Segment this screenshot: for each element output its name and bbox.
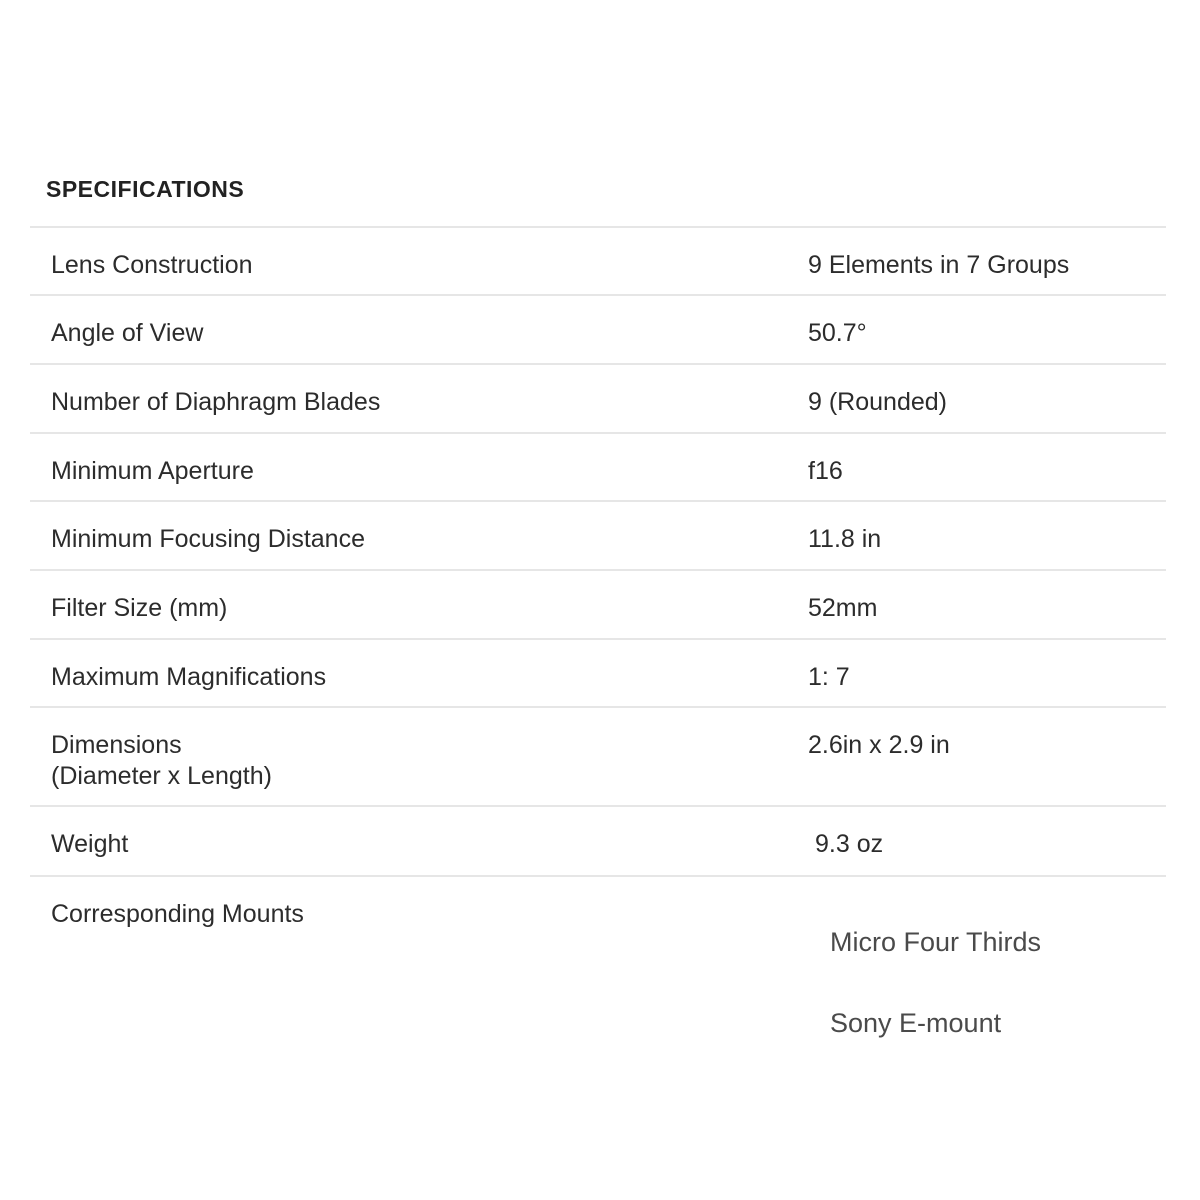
spec-label: Number of Diaphragm Blades — [51, 388, 381, 416]
spec-label: Angle of View — [51, 319, 204, 347]
specifications-table — [30, 226, 1166, 1077]
spec-row-angle-of-view — [30, 296, 1166, 365]
spec-row-weight — [30, 807, 1166, 877]
spec-row-filter-size — [30, 571, 1166, 640]
spec-row-corresponding-mounts — [30, 877, 1166, 1077]
spec-value: 9 (Rounded) — [808, 388, 947, 416]
spec-value: 2.6in x 2.9 in — [808, 731, 950, 759]
spec-row-minimum-focusing-distance — [30, 502, 1166, 571]
section-title: SPECIFICATIONS — [46, 176, 245, 202]
spec-value: f16 — [808, 457, 843, 485]
spec-label: Maximum Magnifications — [51, 663, 327, 691]
mount-item: Micro Four Thirds — [830, 927, 1042, 957]
spec-value: 11.8 in — [808, 525, 882, 553]
spec-row-dimensions — [30, 708, 1166, 807]
spec-value: 52mm — [808, 594, 878, 622]
spec-value: 50.7° — [808, 319, 867, 347]
spec-value: 1: 7 — [808, 663, 850, 691]
spec-row-minimum-aperture — [30, 434, 1166, 502]
spec-row-lens-construction — [30, 228, 1166, 296]
spec-label: Weight — [51, 830, 129, 858]
spec-value: 9 Elements in 7 Groups — [808, 251, 1070, 279]
spec-row-maximum-magnifications — [30, 640, 1166, 708]
spec-value: 9.3 oz — [815, 830, 884, 858]
spec-label: Corresponding Mounts — [51, 900, 304, 928]
spec-label: Dimensions (Diameter x Length) — [51, 731, 272, 790]
spec-row-diaphragm-blades — [30, 365, 1166, 434]
spec-label: Minimum Focusing Distance — [51, 525, 365, 553]
spec-label: Filter Size (mm) — [51, 594, 228, 622]
spec-label: Lens Construction — [51, 251, 253, 279]
mount-item: Sony E-mount — [830, 1008, 1002, 1038]
spec-label: Minimum Aperture — [51, 457, 254, 485]
